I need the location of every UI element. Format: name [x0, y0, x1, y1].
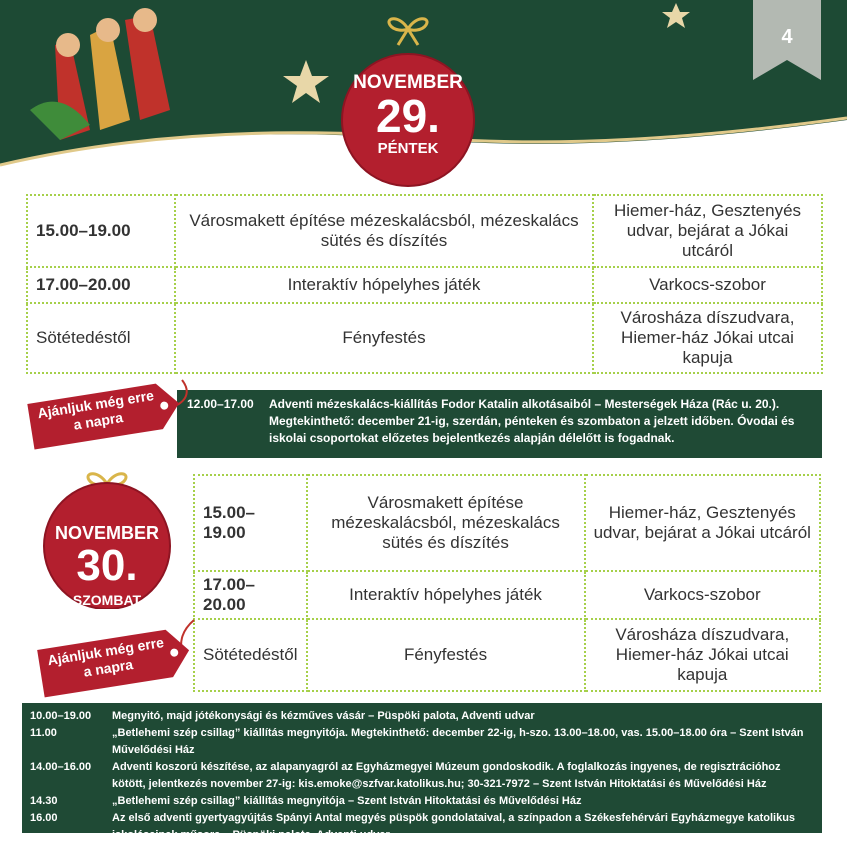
event-cell: Városmakett építése mézeskalácsból, mézeskalács sütés és díszítés — [307, 475, 585, 571]
recommend-text: Adventi koszorú készítése, az alapanyagról az Egyházmegyei Múzeum gondoskodik. A foglalkozás ingyenes, de regisztrációhoz kötött, jelentkezés november 27-ig: kis.emoke@szfvar.katolikus.hu; 30-321-7972 – Szent István Hitoktatási és Művelődési Ház — [112, 761, 781, 790]
table-row — [27, 303, 822, 373]
list-item — [30, 708, 814, 725]
table-row — [194, 619, 820, 691]
recommend-text: „Betlehemi szép csillag” kiállítás megnyitója – Szent István Hitoktatási és Művelődési Ház — [112, 795, 582, 807]
recommend-text: Adventi mézeskalács-kiállítás Fodor Katalin alkotásaiból – Mesterségek Háza (Rác u. 20.). Megtekinthető: december 21-ig, szerdán, pénteken és szombaton a jelzett időben. Óvodai és iskolai csoportokat előzetes bejelentkezés alapján délelőtt is fogadnak. — [269, 397, 795, 445]
recommend-text: Az első adventi gyertyagyújtás Spányi Antal megyés püspök gondolataival, a színpadon a Székesfehérvári Egyházmegye katolikus iskolásainak műsora – Püspöki palota, Adventi udvar — [112, 812, 796, 841]
time-cell: 15.00–19.00 — [194, 475, 307, 571]
event-cell: Interaktív hópelyhes játék — [307, 571, 585, 619]
day1-weekday: PÉNTEK — [377, 140, 439, 157]
table-row — [194, 475, 820, 571]
day1-month: NOVEMBER — [353, 72, 463, 93]
event-cell: Interaktív hópelyhes játék — [175, 267, 593, 303]
time-cell: Sötétedéstől — [194, 619, 307, 691]
event-cell: Fényfestés — [307, 619, 585, 691]
day1-recommend-box — [177, 390, 822, 458]
day2-recommend-box — [22, 703, 822, 841]
list-item — [30, 759, 814, 793]
time-cell: 15.00–19.00 — [27, 195, 175, 267]
place-cell: Városháza díszudvara, Hiemer-ház Jókai utcai kapuja — [585, 619, 820, 691]
place-cell: Hiemer-ház, Gesztenyés udvar, bejárat a Jókai utcáról — [593, 195, 822, 267]
recommend-time: 10.00–19.00 — [30, 710, 92, 722]
recommend-text: „Betlehemi szép csillag” kiállítás megnyitója. Megtekinthető: december 22-ig, h-szo. 13.00–18.00, vas. 15.00–18.00 óra – Szent István Művelődési Ház — [112, 727, 804, 756]
table-row — [194, 571, 820, 619]
time-cell: Sötétedéstől — [27, 303, 175, 373]
event-cell: Városmakett építése mézeskalácsból, mézeskalács sütés és díszítés — [175, 195, 593, 267]
day2-program-table — [193, 474, 821, 692]
day2-month: NOVEMBER — [54, 523, 159, 543]
day1-day: 29. — [376, 90, 440, 142]
recommend-time: 14.30 — [30, 795, 58, 807]
list-item — [30, 725, 814, 759]
day2-day: 30. — [76, 541, 138, 590]
day2-weekday: SZOMBAT — [72, 592, 142, 608]
time-cell: 17.00–20.00 — [194, 571, 307, 619]
place-cell: Hiemer-ház, Gesztenyés udvar, bejárat a Jókai utcáról — [585, 475, 820, 571]
day1-recommend-tag: Ajánljuk még erre a napra — [36, 387, 155, 433]
recommend-time: 16.00 — [30, 812, 58, 824]
table-row — [27, 195, 822, 267]
place-cell: Varkocs-szobor — [593, 267, 822, 303]
recommend-time: 12.00–17.00 — [187, 397, 254, 411]
place-cell: Varkocs-szobor — [585, 571, 820, 619]
page-number: 4 — [781, 26, 793, 48]
time-cell: 17.00–20.00 — [27, 267, 175, 303]
recommend-text: Megnyitó, majd jótékonysági és kézműves vásár – Püspöki palota, Adventi udvar — [112, 710, 535, 722]
recommend-time: 11.00 — [30, 727, 57, 739]
day1-program-table — [26, 194, 823, 374]
table-row — [27, 267, 822, 303]
event-cell: Fényfestés — [175, 303, 593, 373]
place-cell: Városháza díszudvara, Hiemer-ház Jókai utcai kapuja — [593, 303, 822, 373]
list-item — [30, 793, 814, 810]
recommend-time: 14.00–16.00 — [30, 761, 92, 773]
list-item — [187, 396, 812, 447]
list-item — [30, 810, 814, 844]
day2-recommend-tag: Ajánljuk még erre a napra — [46, 634, 165, 680]
